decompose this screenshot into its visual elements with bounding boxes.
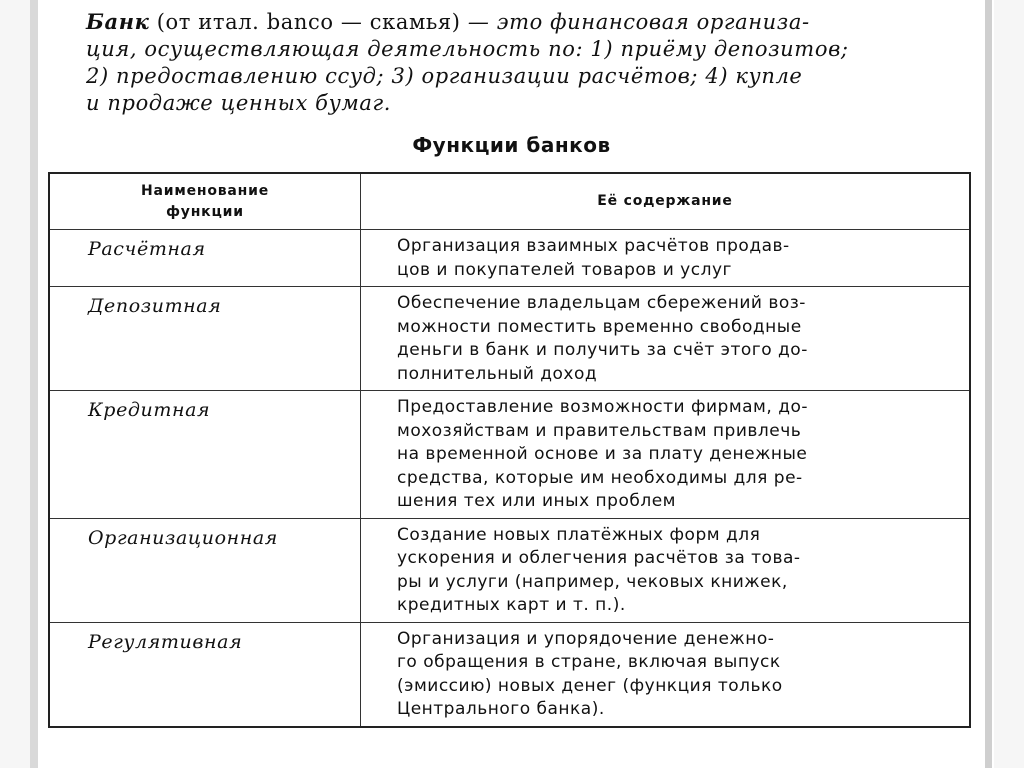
table-title: Функции банков: [412, 133, 611, 157]
left-margin: [0, 0, 30, 768]
table-header-row: [49, 173, 970, 230]
table-row: [49, 518, 970, 622]
definition-line: — это финансовая организа-: [467, 10, 810, 34]
right-page-edge: [985, 0, 992, 768]
table-row: [49, 622, 970, 727]
left-page-edge: [30, 0, 38, 768]
definition-origin: (от итал. banco — скамья): [156, 10, 461, 34]
content-line: Центрального банка).: [397, 699, 605, 719]
content-line: (эмиссию) новых денег (функция только: [397, 675, 783, 696]
content-line: Организация взаимных расчётов продав-: [397, 236, 790, 256]
content-line: деньги в банк и получить за счёт этого до-: [397, 340, 808, 360]
content-line: средства, которые им необходимы для ре-: [397, 467, 803, 488]
header-function-content: Её содержание: [361, 173, 971, 230]
content-line: Обеспечение владельцам сбережений воз-: [397, 293, 806, 313]
bank-definition: [86, 8, 976, 117]
content-line: можности поместить временно свободные: [397, 316, 802, 337]
content-line: полнительный доход: [397, 363, 598, 384]
definition-term: Банк: [86, 9, 150, 34]
header-function-name: [49, 173, 361, 230]
content-line: Организация и упорядочение денежно-: [397, 628, 775, 649]
header-name-line: функции: [166, 203, 244, 220]
bank-functions-table: [48, 172, 971, 728]
table-row: [49, 287, 970, 391]
textbook-page: [38, 0, 985, 768]
content-line: мохозяйствам и правительствам привлечь: [397, 420, 802, 441]
definition-line: 2) предоставлению ссуд; 3) организации расчётов; 4) купле: [86, 64, 803, 88]
function-content: [361, 287, 971, 391]
function-name: Кредитная: [49, 391, 361, 519]
content-line: Создание новых платёжных форм для: [397, 524, 761, 545]
content-line: го обращения в стране, включая выпуск: [397, 652, 781, 672]
right-margin: [994, 0, 1024, 768]
function-content: [361, 518, 971, 622]
content-line: шения тех или иных проблем: [397, 491, 676, 511]
definition-line: ция, осуществляющая деятельность по: 1) приёму депозитов;: [86, 37, 849, 61]
definition-line: и продаже ценных бумаг.: [86, 91, 392, 115]
table-row: [49, 391, 970, 519]
content-line: на временной основе и за плату денежные: [397, 444, 808, 464]
table-body: [49, 230, 970, 727]
content-line: кредитных карт и т. п.).: [397, 595, 626, 615]
function-name: Депозитная: [49, 287, 361, 391]
table-row: [49, 230, 970, 287]
content-line: ры и услуги (например, чековых книжек,: [397, 571, 788, 592]
function-name: Расчётная: [49, 230, 361, 287]
content-line: цов и покупателей товаров и услуг: [397, 259, 732, 280]
function-name: Организационная: [49, 518, 361, 622]
content-line: ускорения и облегчения расчётов за това-: [397, 548, 801, 568]
function-name: Регулятивная: [49, 622, 361, 727]
function-content: [361, 391, 971, 519]
function-content: [361, 622, 971, 727]
header-name-line: Наименование: [140, 182, 270, 199]
function-content: [361, 230, 971, 287]
content-line: Предоставление возможности фирмам, до-: [397, 397, 808, 417]
